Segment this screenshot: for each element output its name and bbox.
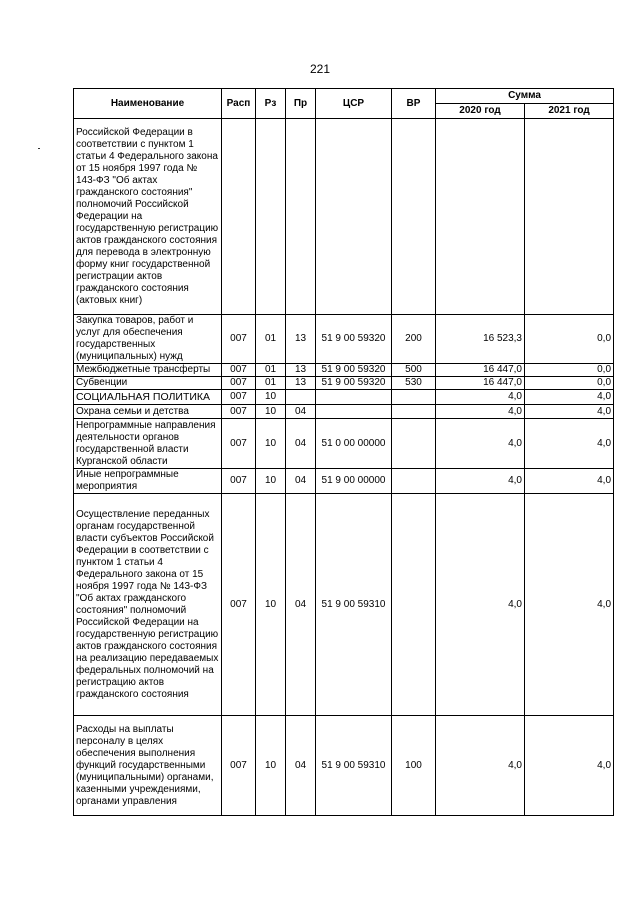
header-name: Наименование xyxy=(74,89,222,119)
row-csr: 51 0 00 00000 xyxy=(316,419,392,469)
margin-mark xyxy=(38,148,40,149)
row-rasp: 007 xyxy=(222,469,256,494)
row-sum-2020: 4,0 xyxy=(436,716,525,816)
row-pr: 04 xyxy=(286,405,316,419)
row-vr: 100 xyxy=(392,716,436,816)
row-vr xyxy=(392,494,436,716)
row-name: СОЦИАЛЬНАЯ ПОЛИТИКА xyxy=(74,390,222,405)
row-csr: 51 9 00 59320 xyxy=(316,377,392,390)
table-row xyxy=(74,390,614,405)
row-sum-2020: 4,0 xyxy=(436,405,525,419)
row-sum-2021: 4,0 xyxy=(525,469,614,494)
table-row xyxy=(74,716,614,816)
row-rz: 01 xyxy=(256,377,286,390)
row-pr: 04 xyxy=(286,494,316,716)
header-csr: ЦСР xyxy=(316,89,392,119)
row-sum-2021: 0,0 xyxy=(525,377,614,390)
row-csr xyxy=(316,405,392,419)
table-row xyxy=(74,364,614,377)
table-row xyxy=(74,494,614,716)
row-rz: 10 xyxy=(256,405,286,419)
row-vr: 200 xyxy=(392,315,436,364)
row-vr xyxy=(392,469,436,494)
row-sum-2020: 16 523,3 xyxy=(436,315,525,364)
row-sum-2021: 4,0 xyxy=(525,405,614,419)
header-vr: ВР xyxy=(392,89,436,119)
row-name: Межбюджетные трансферты xyxy=(74,364,222,377)
row-rasp: 007 xyxy=(222,390,256,405)
row-rz xyxy=(256,119,286,315)
header-row-top xyxy=(74,89,614,104)
row-rz: 10 xyxy=(256,469,286,494)
row-vr xyxy=(392,390,436,405)
row-name: Непрограммные направления деятельности органов государственной власти Курганской области xyxy=(74,419,222,469)
row-sum-2020 xyxy=(436,119,525,315)
table-row xyxy=(74,405,614,419)
row-sum-2020: 4,0 xyxy=(436,390,525,405)
row-pr: 13 xyxy=(286,364,316,377)
row-pr: 04 xyxy=(286,716,316,816)
row-csr xyxy=(316,119,392,315)
row-rasp: 007 xyxy=(222,716,256,816)
row-rasp: 007 xyxy=(222,494,256,716)
table-row xyxy=(74,315,614,364)
row-rz: 01 xyxy=(256,364,286,377)
row-sum-2021: 0,0 xyxy=(525,364,614,377)
budget-table xyxy=(73,88,614,816)
row-sum-2021: 4,0 xyxy=(525,494,614,716)
page-number: 221 xyxy=(309,62,331,76)
header-year-2020: 2020 год xyxy=(436,104,525,119)
row-sum-2020: 4,0 xyxy=(436,494,525,716)
row-csr xyxy=(316,390,392,405)
row-csr: 51 9 00 59310 xyxy=(316,716,392,816)
row-rz: 10 xyxy=(256,419,286,469)
row-csr: 51 9 00 59310 xyxy=(316,494,392,716)
row-sum-2020: 16 447,0 xyxy=(436,364,525,377)
row-pr: 13 xyxy=(286,315,316,364)
table-row xyxy=(74,377,614,390)
row-name: Российской Федерации в соответствии с пунктом 1 статьи 4 Федерального закона от 15 ноября 1997 года № 143-ФЗ "Об актах гражданского состояния" полномочий Российской Федерации на государственную регистрацию актов гражданского состояния для перевода в электронную форму книг государственной регистрации актов гражданского состояния (актовых книг) xyxy=(74,119,222,315)
row-pr: 13 xyxy=(286,377,316,390)
row-rasp: 007 xyxy=(222,315,256,364)
row-vr xyxy=(392,119,436,315)
header-rz: Рз xyxy=(256,89,286,119)
row-vr xyxy=(392,405,436,419)
row-pr xyxy=(286,119,316,315)
row-rz: 10 xyxy=(256,390,286,405)
row-csr: 51 9 00 00000 xyxy=(316,469,392,494)
row-rasp xyxy=(222,119,256,315)
header-sum: Сумма xyxy=(436,89,614,104)
row-rasp: 007 xyxy=(222,419,256,469)
row-sum-2020: 16 447,0 xyxy=(436,377,525,390)
row-sum-2021: 4,0 xyxy=(525,716,614,816)
header-pr: Пр xyxy=(286,89,316,119)
row-rz: 10 xyxy=(256,494,286,716)
row-csr: 51 9 00 59320 xyxy=(316,364,392,377)
row-pr xyxy=(286,390,316,405)
row-name: Иные непрограммные мероприятия xyxy=(74,469,222,494)
row-sum-2021 xyxy=(525,119,614,315)
row-name: Осуществление переданных органам государственной власти субъектов Российской Федерации в соответствии с пунктом 1 статьи 4 Федерального закона от 15 ноября 1997 года № 143-ФЗ "Об актах гражданского состояния" полномочий Российской Федерации на государственную регистрацию актов гражданского состояния на реализацию передаваемых федеральных полномочий на регистрацию актов гражданского состояния xyxy=(74,494,222,716)
row-sum-2020: 4,0 xyxy=(436,419,525,469)
row-vr: 530 xyxy=(392,377,436,390)
row-rasp: 007 xyxy=(222,377,256,390)
row-rasp: 007 xyxy=(222,405,256,419)
row-sum-2020: 4,0 xyxy=(436,469,525,494)
header-rasp: Расп xyxy=(222,89,256,119)
row-csr: 51 9 00 59320 xyxy=(316,315,392,364)
row-sum-2021: 4,0 xyxy=(525,390,614,405)
row-rasp: 007 xyxy=(222,364,256,377)
row-rz: 01 xyxy=(256,315,286,364)
table-row xyxy=(74,469,614,494)
row-sum-2021: 4,0 xyxy=(525,419,614,469)
row-name: Охрана семьи и детства xyxy=(74,405,222,419)
header-year-2021: 2021 год xyxy=(525,104,614,119)
row-vr: 500 xyxy=(392,364,436,377)
row-rz: 10 xyxy=(256,716,286,816)
row-pr: 04 xyxy=(286,419,316,469)
row-vr xyxy=(392,419,436,469)
row-name: Расходы на выплаты персоналу в целях обеспечения выполнения функций государственными (муниципальными) органами, казенными учреждениями, органами управления xyxy=(74,716,222,816)
table-row xyxy=(74,419,614,469)
row-name: Субвенции xyxy=(74,377,222,390)
row-name: Закупка товаров, работ и услуг для обеспечения государственных (муниципальных) нужд xyxy=(74,315,222,364)
row-sum-2021: 0,0 xyxy=(525,315,614,364)
row-pr: 04 xyxy=(286,469,316,494)
table-row xyxy=(74,119,614,315)
